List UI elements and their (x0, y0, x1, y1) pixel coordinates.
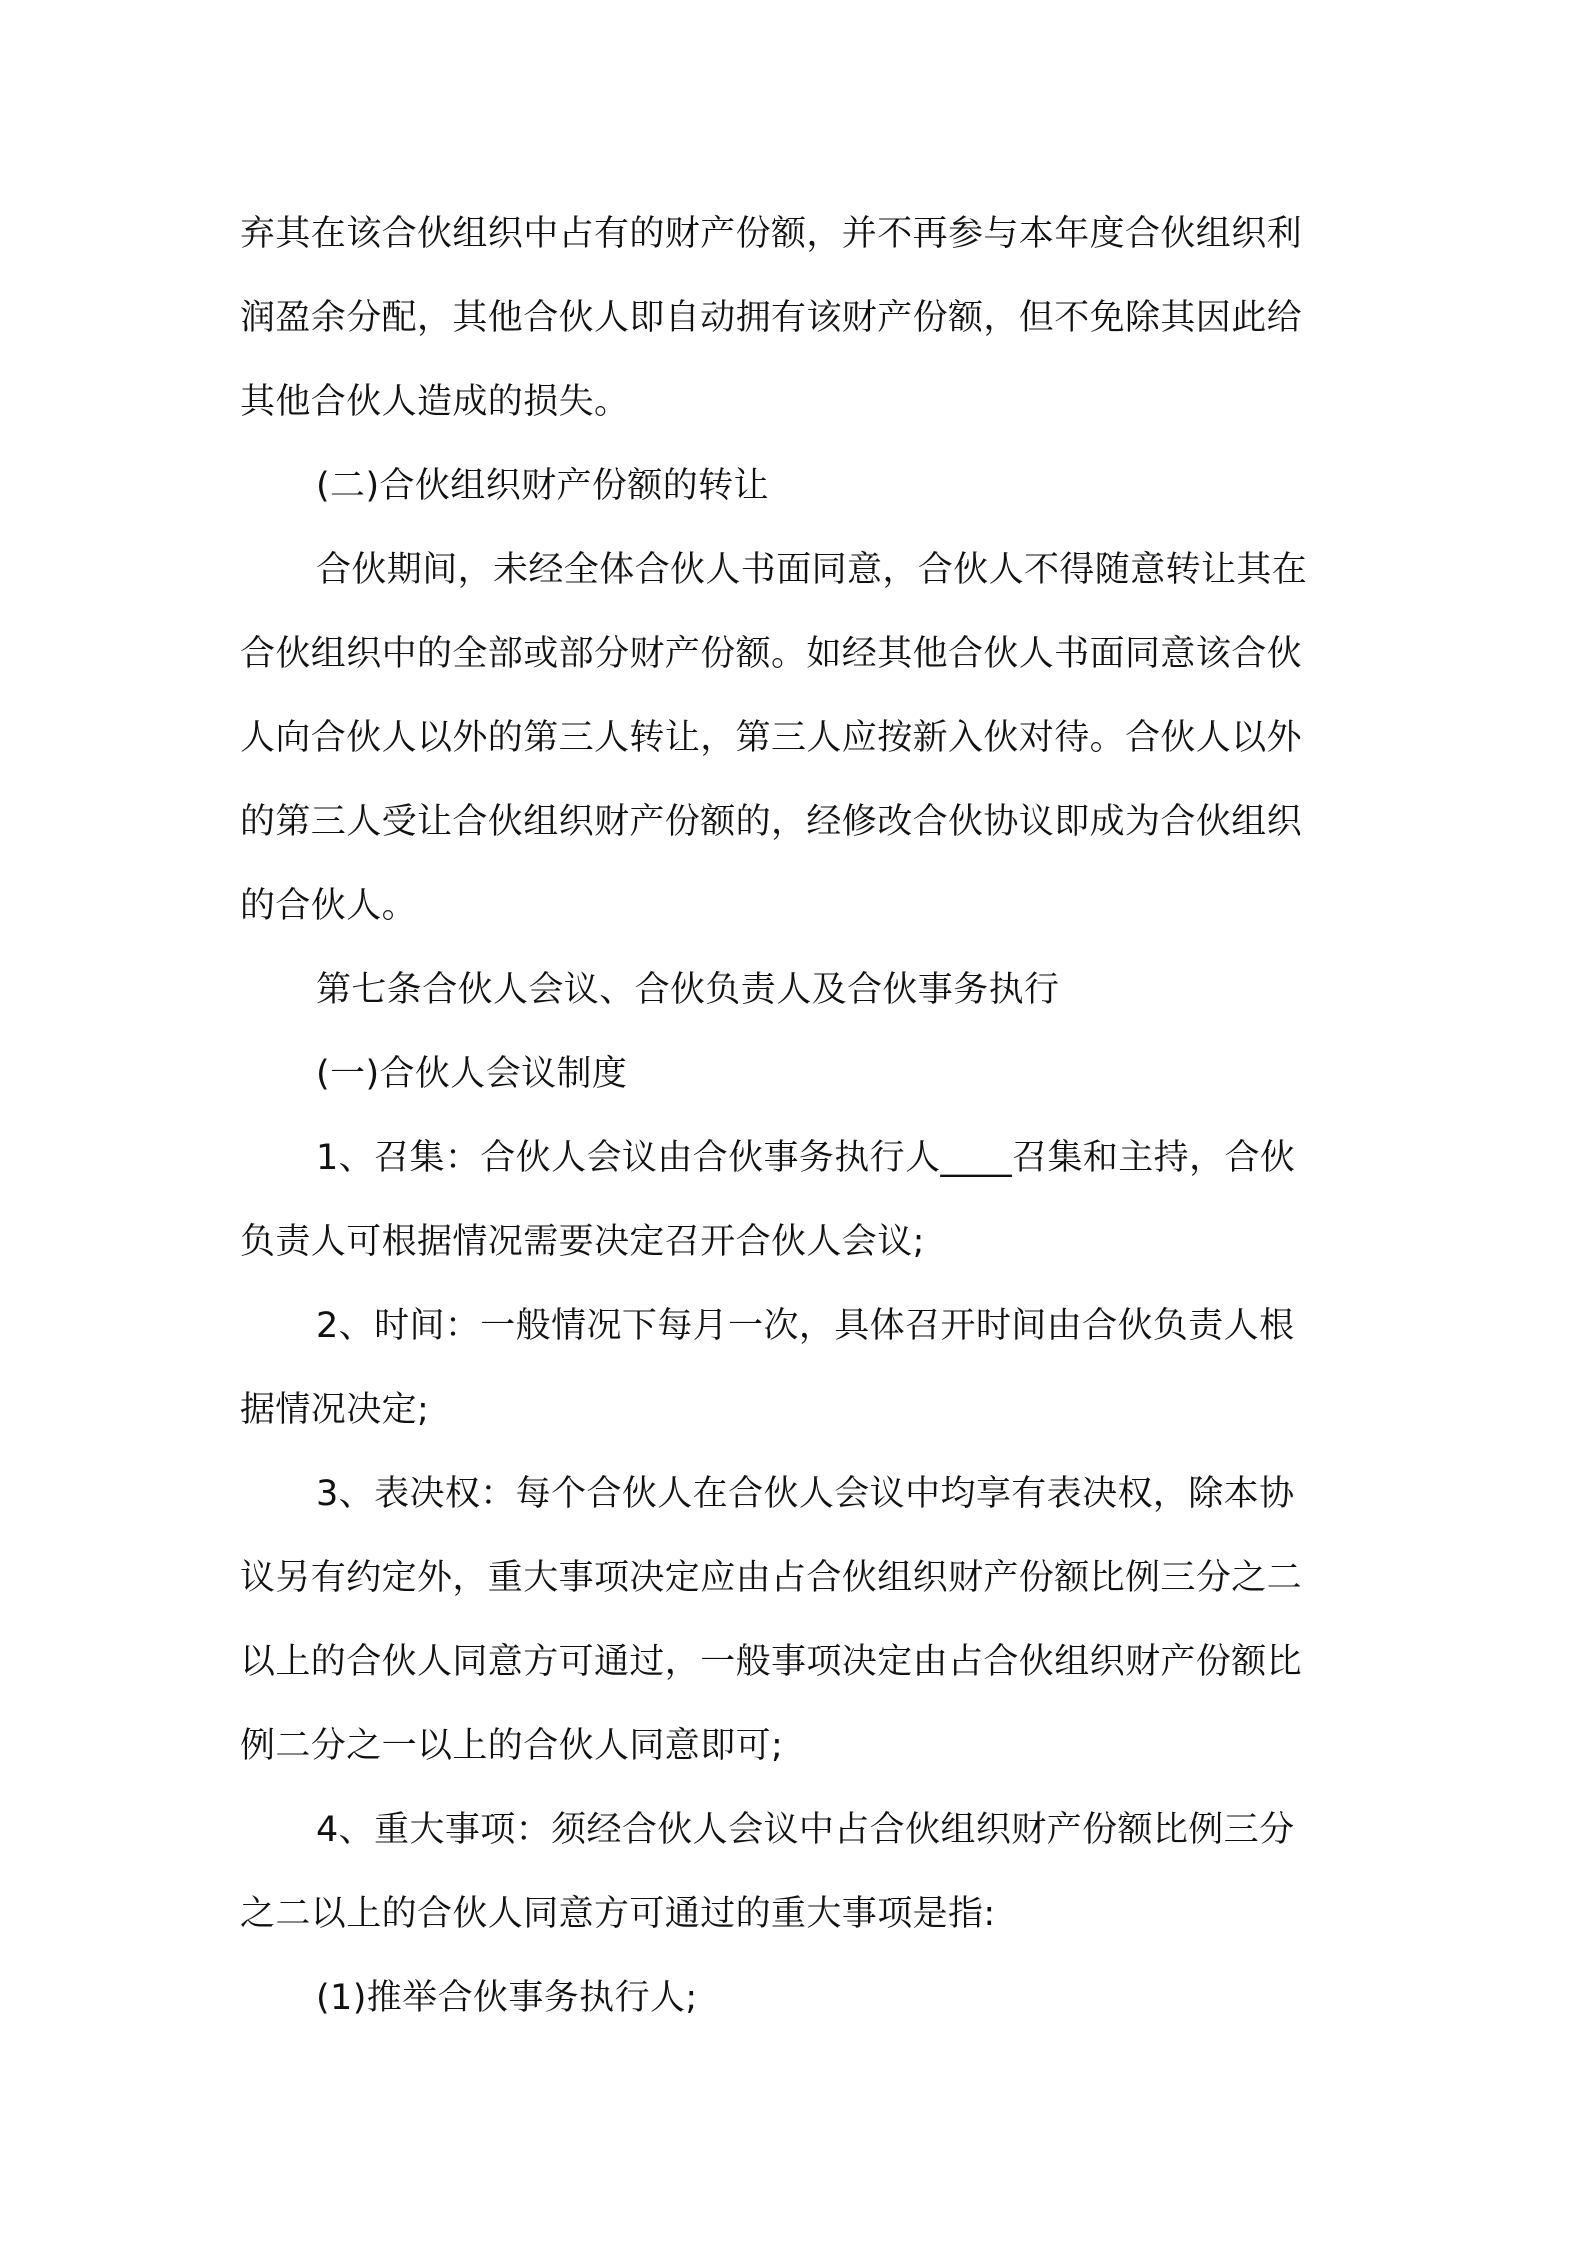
section-heading: (一)合伙人会议制度 (316, 1054, 628, 1094)
paragraph-line: 例二分之一以上的合伙人同意即可; (240, 1726, 784, 1766)
paragraph-line: 以上的合伙人同意方可通过，一般事项决定由占合伙组织财产份额比 (240, 1642, 1303, 1682)
sub-list-item: (1)推举合伙事务执行人; (316, 1978, 698, 2018)
paragraph-line: 人向合伙人以外的第三人转让，第三人应按新入伙对待。合伙人以外 (240, 718, 1303, 758)
paragraph-line: 议另有约定外，重大事项决定应由占合伙组织财产份额比例三分之二 (240, 1558, 1303, 1598)
paragraph-line: 据情况决定; (240, 1390, 430, 1430)
paragraph-line: 负责人可根据情况需要决定召开合伙人会议; (240, 1222, 925, 1262)
list-item: 2、时间：一般情况下每月一次，具体召开时间由合伙负责人根 (316, 1306, 1295, 1346)
paragraph-line: 合伙组织中的全部或部分财产份额。如经其他合伙人书面同意该合伙 (240, 634, 1303, 674)
list-item: 3、表决权：每个合伙人在合伙人会议中均享有表决权，除本协 (316, 1474, 1295, 1514)
paragraph-line: 合伙期间，未经全体合伙人书面同意，合伙人不得随意转让其在 (316, 550, 1308, 590)
list-item: 4、重大事项：须经合伙人会议中占合伙组织财产份额比例三分 (316, 1810, 1295, 1850)
document-body (240, 192, 1360, 2040)
paragraph-line: 其他合伙人造成的损失。 (240, 382, 630, 422)
paragraph-line: 弃其在该合伙组织中占有的财产份额，并不再参与本年度合伙组织利 (240, 214, 1303, 254)
paragraph-line: 的合伙人。 (240, 886, 418, 926)
list-item: 1、召集：合伙人会议由合伙事务执行人____召集和主持，合伙 (316, 1138, 1296, 1178)
paragraph-line: 的第三人受让合伙组织财产份额的，经修改合伙协议即成为合伙组织 (240, 802, 1303, 842)
section-heading: (二)合伙组织财产份额的转让 (316, 466, 769, 506)
paragraph-line: 之二以上的合伙人同意方可通过的重大事项是指: (240, 1894, 996, 1934)
paragraph-line: 润盈余分配，其他合伙人即自动拥有该财产份额，但不免除其因此给 (240, 298, 1303, 338)
article-heading: 第七条合伙人会议、合伙负责人及合伙事务执行 (316, 970, 1060, 1010)
